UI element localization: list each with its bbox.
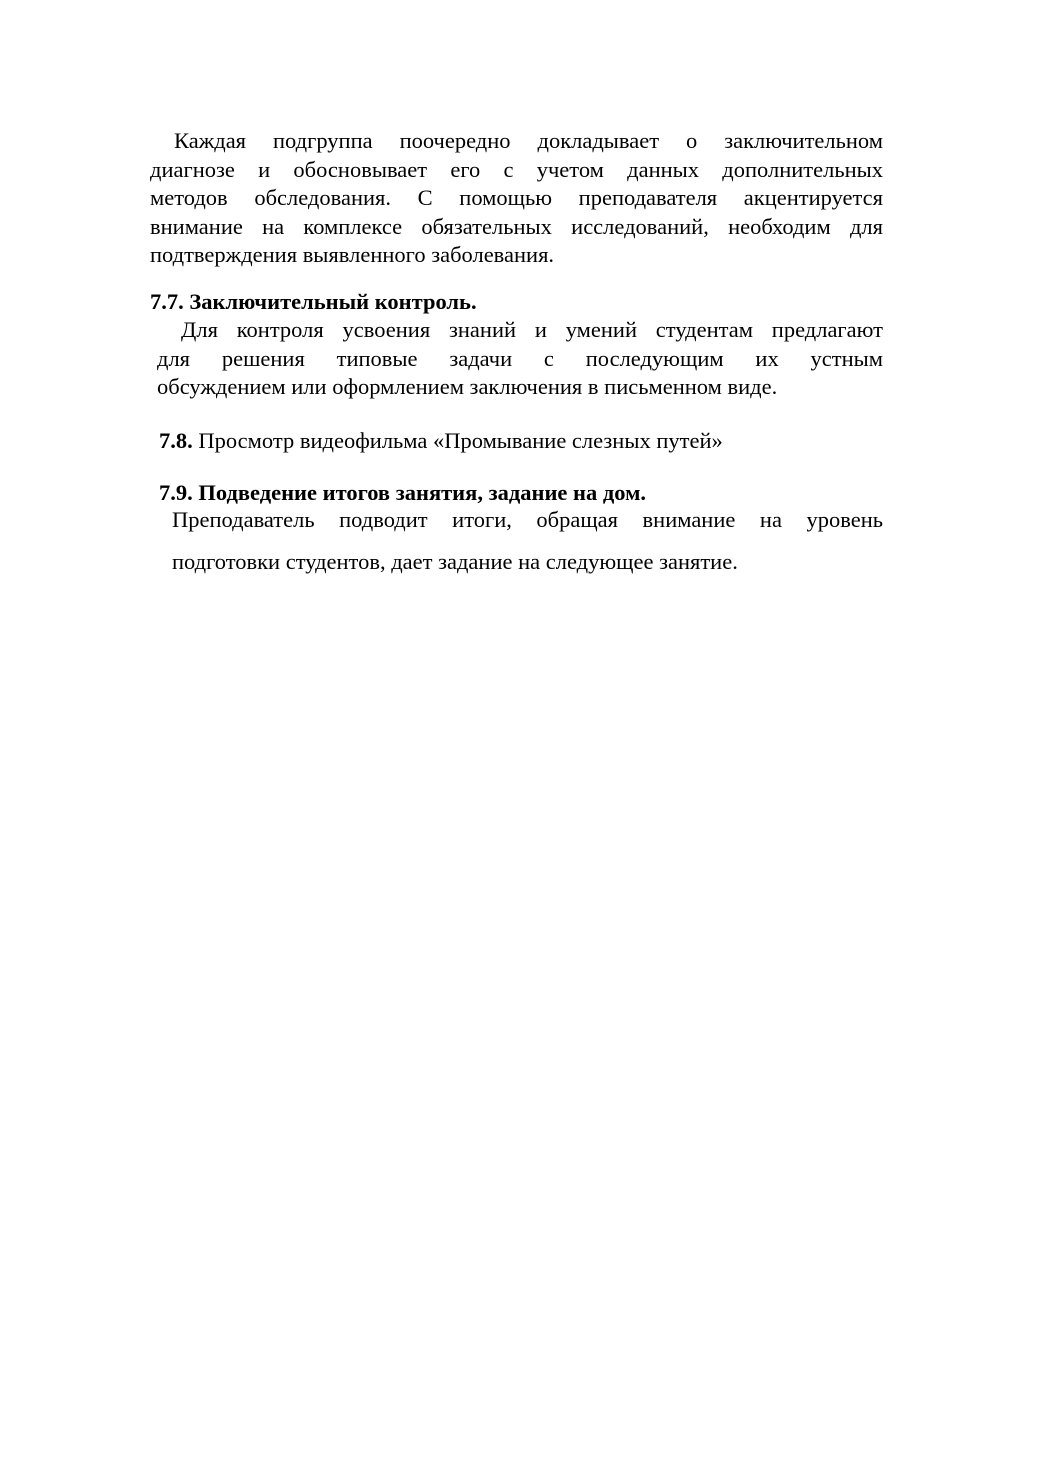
section-text: Просмотр видеофильма «Промывание слезных путей» xyxy=(192,428,723,453)
text-line: внимание на комплексе обязательных исследований, необходим для xyxy=(150,213,883,239)
text-line: подтверждения выявленного заболевания. xyxy=(150,242,555,267)
heading-text: 7.9. Подведение итогов занятия, задание на дом. xyxy=(159,480,647,505)
text-line: подготовки студентов, дает задание на следующее занятие. xyxy=(172,548,738,574)
heading-text: 7.7. Заключительный контроль. xyxy=(150,289,477,314)
text-line: Для контроля усвоения знаний и умений студентам предлагают xyxy=(181,317,883,342)
text-line: Преподаватель подводит итоги, обращая внимание на уровень xyxy=(172,507,883,532)
text-line: диагнозе и обосновывает его с учетом данных дополнительных xyxy=(150,156,883,182)
section-7-8 xyxy=(159,427,883,456)
section-number: 7.8. xyxy=(159,428,193,453)
paragraph-subgroup-report xyxy=(150,127,883,270)
paragraph-final-control xyxy=(157,316,883,402)
text-line: обсуждением или оформлением заключения в письменном виде. xyxy=(157,374,778,399)
section-line xyxy=(159,427,883,456)
text-line: Каждая подгруппа поочередно докладывает о заключительном xyxy=(174,128,883,153)
section-heading-7-9 xyxy=(159,479,883,508)
text-line: методов обследования. С помощью преподавателя акцентируется xyxy=(150,185,883,210)
paragraph-summary xyxy=(172,506,883,576)
text-line: для решения типовые задачи с последующим их устным xyxy=(157,345,883,371)
section-heading-7-7 xyxy=(150,288,883,317)
